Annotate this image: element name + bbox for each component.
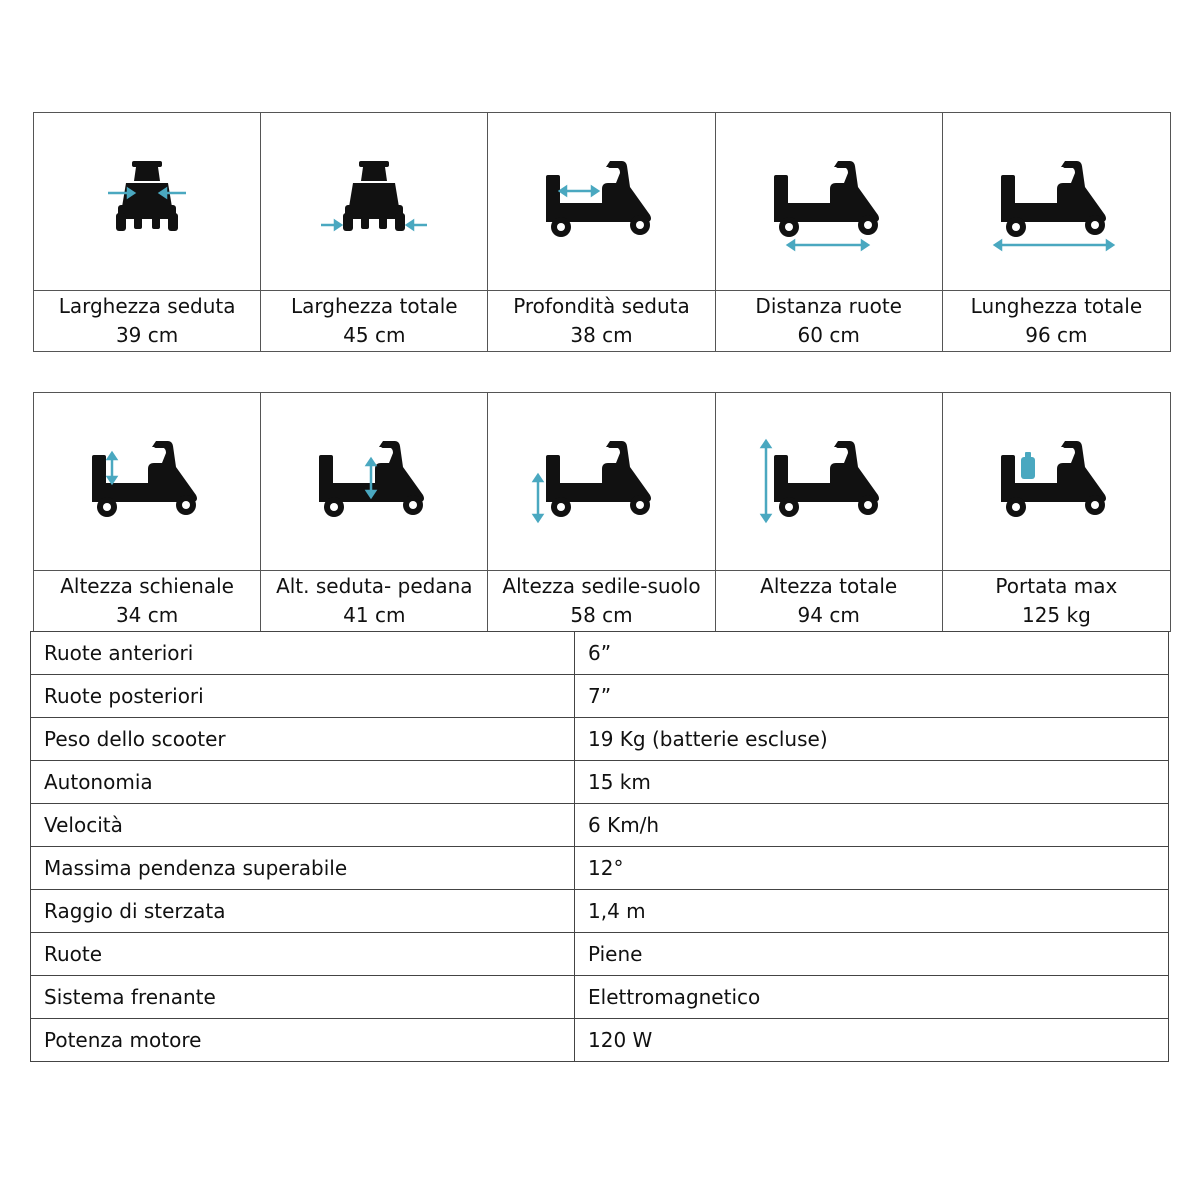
spec-value: Elettromagnetico [575, 976, 1169, 1019]
seat-footrest-icon-cell [261, 393, 488, 571]
table-row [31, 890, 1169, 933]
spec-key: Raggio di sterzata [31, 890, 575, 933]
wheelbase-icon-cell [716, 113, 943, 291]
spec-value: 19 Kg (batterie escluse) [575, 718, 1169, 761]
measure-value: 45 cm [343, 323, 406, 347]
table-row [31, 761, 1169, 804]
measure-value: 39 cm [115, 323, 179, 347]
measure-value: 34 cm [115, 603, 179, 627]
table-row [31, 804, 1169, 847]
measure-value: 125 kg [1021, 603, 1091, 627]
spec-value: Piene [575, 933, 1169, 976]
measure-label: Lunghezza totale [970, 294, 1143, 318]
measure-label: Profondità seduta [513, 294, 690, 318]
table-row [31, 976, 1169, 1019]
measure-label: Altezza schienale [60, 574, 234, 598]
spec-value: 15 km [575, 761, 1169, 804]
table-row [31, 675, 1169, 718]
seat-depth-icon-cell [488, 113, 715, 291]
total-height-icon-cell [716, 393, 943, 571]
spec-key: Peso dello scooter [31, 718, 575, 761]
measure-label: Altezza sedile-suolo [502, 574, 701, 598]
backrest-height-caption [34, 571, 261, 631]
measure-label: Larghezza seduta [58, 294, 236, 318]
spec-key: Ruote posteriori [31, 675, 575, 718]
backrest-height-icon-cell [34, 393, 261, 571]
total-length-caption [943, 291, 1170, 351]
seat-depth-caption [488, 291, 715, 351]
side-view-max-load-icon [981, 427, 1131, 537]
measure-value: 60 cm [797, 323, 860, 347]
seat-ground-icon-cell [488, 393, 715, 571]
spec-key: Ruote anteriori [31, 632, 575, 675]
side-view-seat-footrest-icon [299, 427, 449, 537]
total-length-icon-cell [943, 113, 1170, 291]
spec-key: Potenza motore [31, 1019, 575, 1062]
wheelbase-caption [716, 291, 943, 351]
spec-key: Ruote [31, 933, 575, 976]
measure-value: 96 cm [1025, 323, 1088, 347]
specifications-table [30, 631, 1169, 1062]
side-view-wheelbase-icon [754, 147, 904, 257]
measure-label: Altezza totale [760, 574, 898, 598]
front-view-total-width-icon [299, 147, 449, 257]
spec-key: Autonomia [31, 761, 575, 804]
spec-value: 6” [575, 632, 1169, 675]
max-load-icon-cell [943, 393, 1170, 571]
spec-key: Massima pendenza superabile [31, 847, 575, 890]
spec-value: 12° [575, 847, 1169, 890]
measure-label: Portata max [995, 574, 1118, 598]
spec-value: 7” [575, 675, 1169, 718]
front-view-seat-width-icon [72, 147, 222, 257]
measure-label: Larghezza totale [290, 294, 458, 318]
total-width-icon-cell [261, 113, 488, 291]
dimensions-grid-top [33, 112, 1171, 352]
side-view-seat-depth-icon [526, 147, 676, 257]
side-view-total-height-icon [754, 427, 904, 537]
table-row [31, 632, 1169, 675]
spec-value: 1,4 m [575, 890, 1169, 933]
max-load-caption [943, 571, 1170, 631]
side-view-backrest-height-icon [72, 427, 222, 537]
table-row [31, 1019, 1169, 1062]
spec-value: 6 Km/h [575, 804, 1169, 847]
seat-width-icon-cell [34, 113, 261, 291]
table-row [31, 847, 1169, 890]
side-view-total-length-icon [981, 147, 1131, 257]
spec-value: 120 W [575, 1019, 1169, 1062]
total-height-caption [716, 571, 943, 631]
table-row [31, 933, 1169, 976]
spec-key: Velocità [31, 804, 575, 847]
seat-width-caption [34, 291, 261, 351]
measure-value: 41 cm [343, 603, 406, 627]
measure-value: 94 cm [797, 603, 860, 627]
measure-value: 58 cm [570, 603, 633, 627]
dimensions-grid-bottom [33, 392, 1171, 632]
spec-key: Sistema frenante [31, 976, 575, 1019]
total-width-caption [261, 291, 488, 351]
measure-label: Distanza ruote [755, 294, 902, 318]
seat-footrest-caption [261, 571, 488, 631]
seat-ground-caption [488, 571, 715, 631]
measure-value: 38 cm [570, 323, 633, 347]
side-view-seat-ground-icon [526, 427, 676, 537]
table-row [31, 718, 1169, 761]
measure-label: Alt. seduta- pedana [276, 574, 473, 598]
